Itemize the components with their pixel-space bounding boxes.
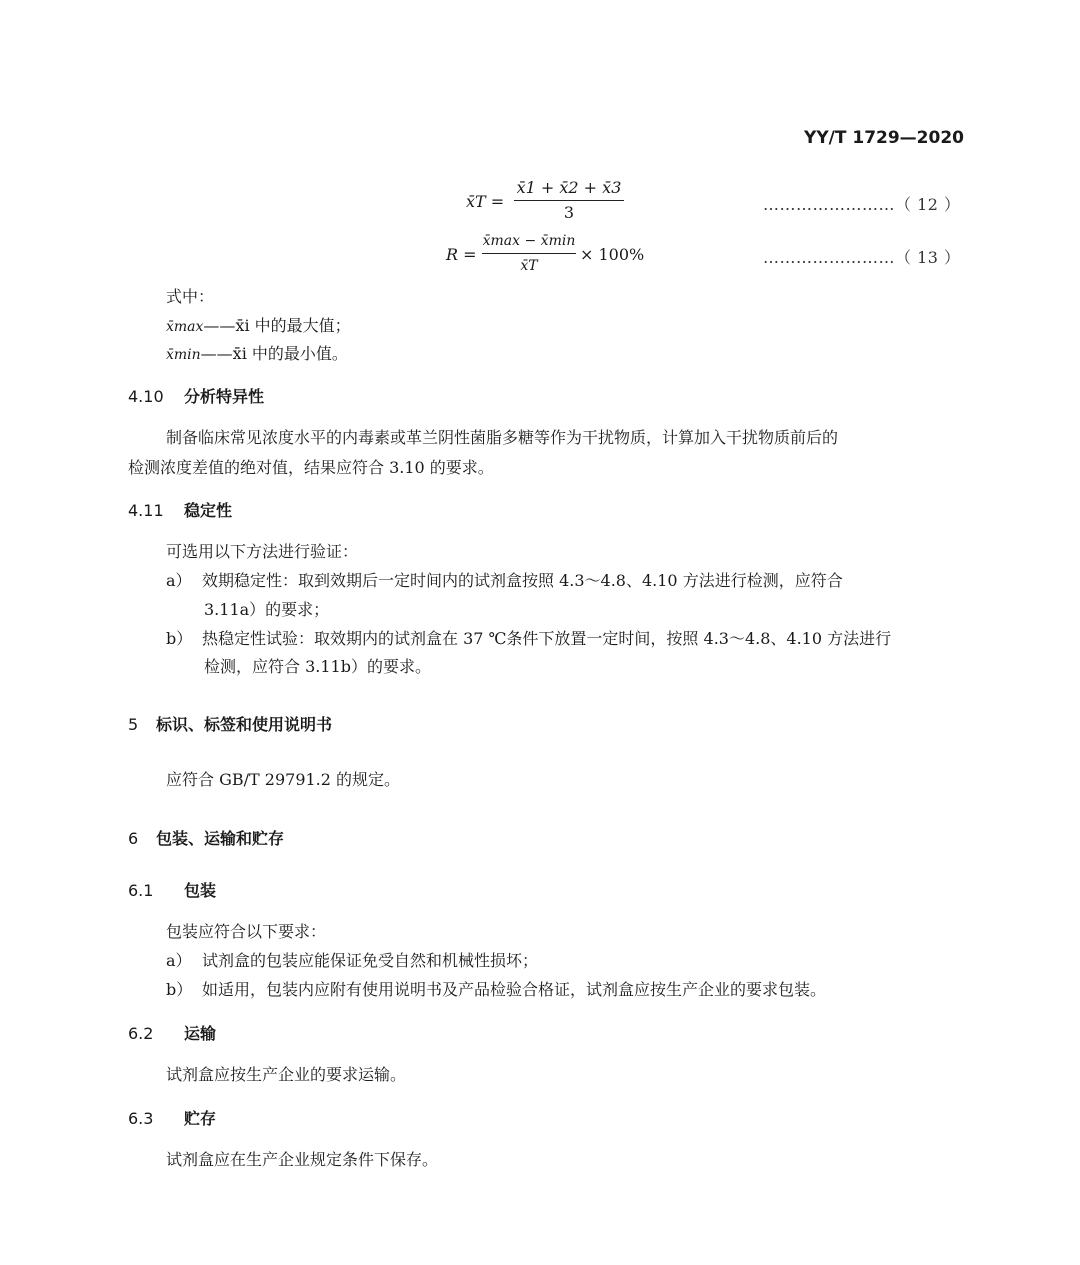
where-def-max-symbol: x̄max (166, 319, 204, 335)
heading-6-3 (128, 1106, 216, 1129)
heading-6-3-title: 贮存 (184, 1109, 217, 1128)
where-def-min-text: ——x̄i 中的最小值。 (200, 344, 348, 363)
heading-6-title: 包装、运输和贮存 (156, 829, 285, 848)
list-item-4-11-b (166, 624, 891, 654)
equation-12-number: ……………………（ 12 ） (763, 195, 961, 214)
heading-6-1-number: 6.1 (128, 881, 154, 900)
where-def-min (166, 339, 348, 370)
para-4-11-intro: 可选用以下方法进行验证： (166, 542, 359, 561)
para-6-1-intro: 包装应符合以下要求： (166, 922, 327, 941)
heading-6-3-number: 6.3 (128, 1109, 154, 1128)
para-4-10-line1: 制备临床常见浓度水平的内毒素或革兰阴性菌脂多糖等作为干扰物质，计算加入干扰物质前后的 (166, 428, 839, 447)
list-item-6-1-b (166, 975, 826, 1005)
list-item-label: b） (166, 629, 193, 648)
where-def-max-text: ——x̄i 中的最大值； (203, 316, 351, 335)
where-def-min-symbol: x̄min (166, 347, 201, 363)
heading-6-number: 6 (128, 829, 139, 848)
heading-6-2-number: 6.2 (128, 1024, 154, 1043)
heading-6-2 (128, 1021, 216, 1044)
heading-6 (128, 826, 284, 849)
equation-13-numerator: x̄max − x̄min (482, 233, 576, 249)
list-item-4-11-a-cont: 3.11a）的要求； (204, 600, 330, 619)
list-item-4-11-b-cont: 检测，应符合 3.11b）的要求。 (204, 657, 431, 676)
heading-5-title: 标识、标签和使用说明书 (156, 715, 333, 734)
heading-4-11-title: 稳定性 (184, 501, 233, 520)
list-item-4-11-a (166, 566, 843, 596)
equation-13-fraction (482, 229, 576, 278)
heading-4-11-number: 4.11 (128, 501, 164, 520)
where-def-max (166, 311, 351, 342)
list-item-label: a） (166, 951, 192, 970)
standard-code: YY/T 1729—2020 (804, 128, 964, 148)
list-item-text: 热稳定性试验：取效期内的试剂盒在 37 ℃条件下放置一定时间，按照 4.3～4.8、4.10 方法进行 (202, 629, 892, 648)
equation-12-denominator: 3 (563, 203, 575, 222)
list-item-text: 试剂盒的包装应能保证免受自然和机械性损坏； (202, 951, 539, 970)
list-item-6-1-a (166, 946, 538, 976)
list-item-label: a） (166, 571, 192, 590)
list-item-text: 效期稳定性：取到效期后一定时间内的试剂盒按照 4.3～4.8、4.10 方法进行检测，应符合 (202, 571, 843, 590)
heading-6-1 (128, 878, 216, 901)
where-label: 式中： (166, 287, 215, 306)
heading-4-10-title: 分析特异性 (184, 387, 265, 406)
heading-6-2-title: 运输 (184, 1024, 217, 1043)
heading-5-number: 5 (128, 715, 139, 734)
list-item-text: 如适用，包装内应附有使用说明书及产品检验合格证，试剂盒应按生产企业的要求包装。 (202, 980, 827, 999)
equation-12-fraction (514, 176, 624, 225)
equation-12-numerator: x̄1 + x̄2 + x̄3 (516, 178, 622, 197)
equation-13-denominator: x̄T (520, 258, 538, 274)
heading-6-1-title: 包装 (184, 881, 217, 900)
para-5: 应符合 GB/T 29791.2 的规定。 (166, 770, 401, 789)
heading-4-10-number: 4.10 (128, 387, 164, 406)
equation-12-lhs: x̄T = (466, 192, 505, 211)
para-6-2: 试剂盒应按生产企业的要求运输。 (166, 1065, 407, 1084)
list-item-label: b） (166, 980, 193, 999)
heading-4-11 (128, 498, 232, 521)
equation-13-number: ……………………（ 13 ） (763, 248, 961, 267)
para-4-10-line2: 检测浓度差值的绝对值，结果应符合 3.10 的要求。 (128, 458, 494, 477)
para-6-3: 试剂盒应在生产企业规定条件下保存。 (166, 1150, 439, 1169)
heading-5 (128, 712, 332, 735)
equation-13-suffix: × 100% (580, 245, 645, 264)
heading-4-10 (128, 384, 264, 407)
equation-13-lhs: R = (446, 245, 477, 264)
